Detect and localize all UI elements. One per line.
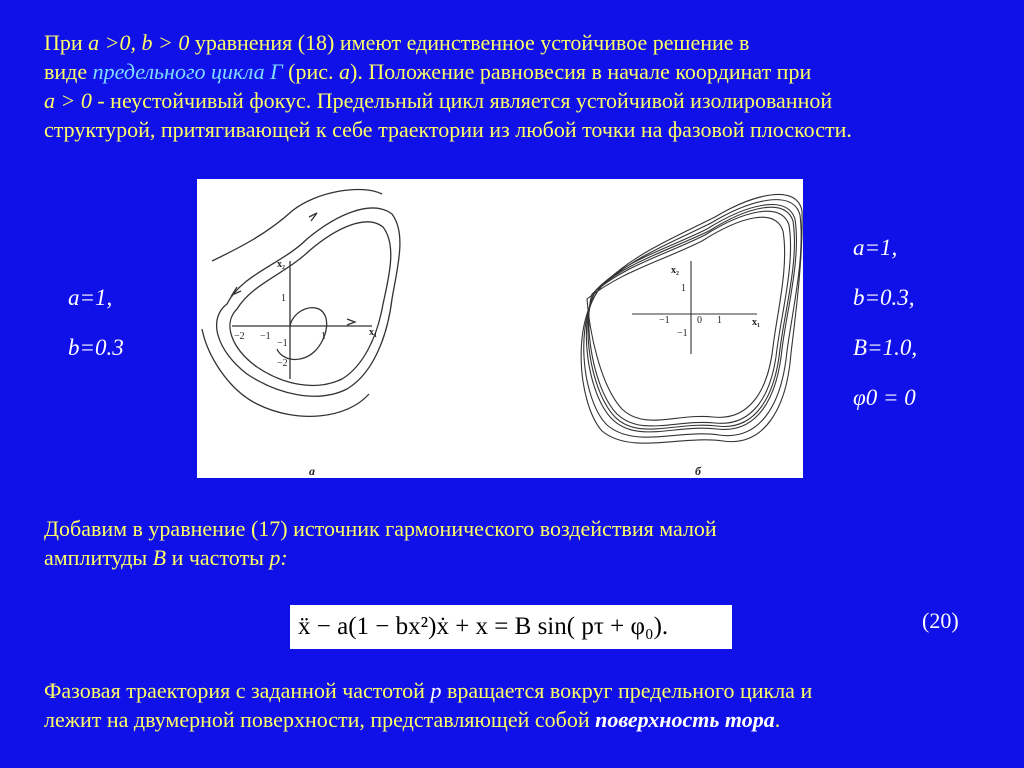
intro-line-4: структурой, притягивающей к себе траектории из любой точки на фазовой плоскости. (44, 117, 852, 142)
text-fragment: уравнения (18) имеют единственное устойчивое решение в (189, 30, 750, 55)
text-fragment: виде (44, 59, 93, 84)
plot-b (581, 194, 802, 443)
plot-a-arrow (309, 213, 317, 221)
right-param-a: a=1, (853, 235, 898, 260)
phase-portrait-figure (197, 179, 803, 478)
plot-b-tick: 0 (697, 315, 702, 326)
plot-a-tick: −1 (260, 331, 271, 342)
plot-b-torus-trajectory (589, 211, 791, 426)
torus-line-2 (44, 705, 984, 734)
plot-b-y-label: x₂ (671, 265, 679, 276)
plot-a-y-label: x₂ (277, 259, 285, 270)
text-fragment: и частоты (166, 545, 270, 570)
right-param-phi: φ0 = 0 (853, 385, 916, 410)
text-fragment: При (44, 30, 89, 55)
text-fragment: вращается вокруг предельного цикла и (441, 678, 813, 703)
intro-line-3 (44, 86, 989, 115)
plot-a-tick: 1 (321, 331, 326, 342)
torus-term: поверхность тора (595, 707, 775, 732)
plot-a-inner-trajectory (230, 222, 391, 386)
plot-a-tick: −1 (277, 338, 288, 349)
intro-line-1 (44, 28, 989, 57)
phase-portrait-svg (197, 179, 803, 478)
forcing-paragraph (44, 514, 974, 572)
forcing-line-1: Добавим в уравнение (17) источник гармонического воздействия малой (44, 516, 717, 541)
torus-line-1 (44, 676, 984, 705)
plot-a-spiral (277, 308, 327, 360)
left-param-a: a=1, (68, 285, 113, 310)
amplitude-symbol: B (152, 545, 167, 570)
figure-ref: а (339, 59, 351, 84)
plot-b-torus-trajectory (581, 194, 802, 443)
caption-a: а (309, 464, 315, 478)
right-param-b: b=0.3, (853, 285, 915, 310)
plot-a (202, 189, 400, 416)
frequency-symbol: p (430, 678, 442, 703)
text-fragment: амплитуды (44, 545, 153, 570)
plot-a-tick: −2 (277, 358, 288, 369)
limit-cycle-term: предельного цикла Γ (92, 59, 283, 84)
equation-number: (20) (922, 608, 959, 633)
forcing-line-2 (44, 543, 974, 572)
left-param-b: b=0.3 (68, 335, 124, 360)
frequency-symbol: p: (269, 545, 288, 570)
text-fragment: Фазовая траектория с заданной частотой (44, 678, 431, 703)
text-fragment: . (774, 707, 781, 732)
plot-b-labels (659, 265, 760, 478)
plot-a-tick: −2 (234, 331, 245, 342)
intro-paragraph (44, 28, 989, 144)
plot-a-limit-cycle (217, 208, 400, 396)
equation-box (290, 605, 732, 649)
plot-b-tick: 1 (681, 283, 686, 294)
plot-a-x-label: x₁ (369, 327, 377, 338)
text-fragment: (рис. (282, 59, 340, 84)
plot-b-tick: −1 (677, 328, 688, 339)
condition-text: a > 0 (44, 88, 92, 113)
text-fragment: лежит на двумерной поверхности, представляющей собой (44, 707, 596, 732)
plot-a-arrow (347, 319, 355, 325)
plot-a-tick: 1 (281, 293, 286, 304)
caption-b: б (695, 464, 701, 478)
equation-text: ẍ − a(1 − bx²)ẋ + x = B sin( pτ + φ₀). (298, 613, 669, 640)
plot-b-tick: 1 (717, 315, 722, 326)
text-fragment: ). Положение равновесия в начале координат при (350, 59, 812, 84)
condition-text: a >0, b > 0 (88, 30, 190, 55)
plot-b-x-label: x₁ (752, 317, 760, 328)
plot-a-outer-trajectory (212, 189, 382, 261)
torus-paragraph (44, 676, 984, 734)
text-fragment: - неустойчивый фокус. Предельный цикл является устойчивой изолированной (91, 88, 833, 113)
plot-b-tick: −1 (659, 315, 670, 326)
right-param-B: B=1.0, (853, 335, 918, 360)
intro-line-2 (44, 57, 989, 86)
